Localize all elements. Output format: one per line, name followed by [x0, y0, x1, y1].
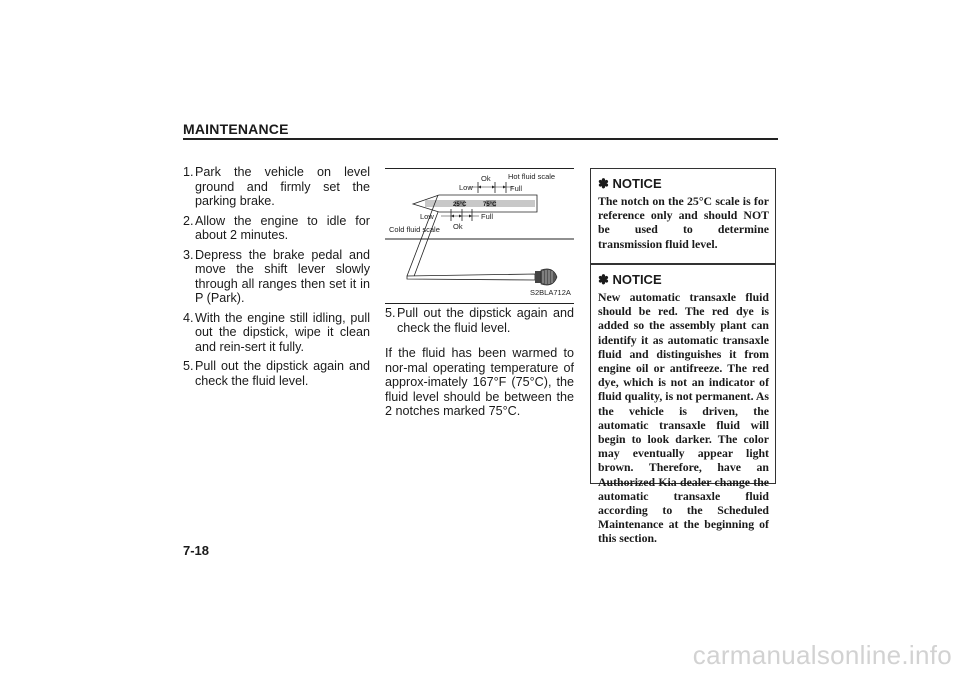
step-text: Allow the engine to idle for about 2 minutes.	[195, 213, 370, 242]
zoom-line-lower	[413, 212, 438, 279]
watermark-text: carmanualsonline.info	[692, 640, 952, 670]
cold-full-label: Full	[481, 212, 494, 221]
step-number: 3.	[183, 247, 194, 262]
step-number: 1.	[183, 165, 194, 179]
dipstick-illustration	[385, 169, 574, 303]
list-item	[183, 311, 370, 355]
cold-fluid-scale-label: Cold fluid scale	[389, 225, 440, 234]
step-number: 5.	[385, 306, 396, 320]
step-number: 4.	[183, 310, 194, 325]
step-text: Pull out the dipstick again and check the fluid level.	[397, 306, 574, 335]
cold-full-arrow	[469, 215, 472, 218]
step-text: With the engine still idling, pull out the dipstick, wipe it clean and rein-sert it fully.	[195, 310, 370, 354]
step-five	[385, 306, 574, 335]
steps-list	[183, 165, 370, 388]
list-item	[183, 165, 370, 209]
step-number: 2.	[183, 213, 194, 228]
dipstick-collar	[535, 271, 541, 283]
hot-low-label: Low	[459, 183, 473, 192]
mark-25-label: 25°C	[453, 202, 467, 208]
notice-body: The notch on the 25°C scale is for reference only and should NOT be used to determine transmission fluid level.	[598, 194, 769, 251]
mark-75-label: 75°C	[483, 202, 497, 208]
steps-column	[183, 165, 370, 393]
hot-full-arrow	[503, 186, 506, 189]
step-text: Depress the brake pedal and move the shift lever slowly through all ranges then set it in P (Park).	[195, 247, 370, 305]
notice-box-scale	[590, 168, 776, 264]
step-text: Park the vehicle on level ground and firmly set the parking brake.	[195, 165, 370, 208]
list-item	[183, 359, 370, 388]
step-number: 5.	[183, 359, 194, 373]
dipstick-shaded-band	[425, 200, 535, 207]
dipstick-shaft	[407, 274, 535, 280]
list-item	[183, 214, 370, 243]
notice-heading: ✽ NOTICE	[598, 272, 662, 287]
hot-ok-label: Ok	[481, 174, 491, 183]
header-divider	[183, 138, 778, 140]
hot-fluid-scale-label: Hot fluid scale	[508, 172, 556, 181]
list-item	[183, 248, 370, 306]
notice-body: New automatic transaxle fluid should be red. The red dye is added so the assembly plant can identify it as automatic transaxle fluid and distinguishes it from engine oil or antifreeze. The red dye, which is not an indicator of fluid quality, is not permanent. As the vehicle is driven, the automatic transaxle fluid will begin to look darker. The color may eventually appear light brown. Therefore, have an Authorized Kia dealer change the automatic transaxle fluid according to the Scheduled Maintenance at the beginning of this section.	[598, 290, 769, 546]
figure-code: S2BLA712A	[530, 288, 571, 297]
page-number: 7-18	[183, 543, 210, 558]
dipstick-figure	[385, 168, 574, 304]
notice-box-fluid-color	[590, 264, 776, 546]
hot-full-label: Full	[510, 184, 523, 193]
step-text: Pull out the dipstick again and check the fluid level.	[195, 359, 370, 388]
cold-ok-label: Ok	[453, 222, 463, 231]
notice-heading: ✽ NOTICE	[598, 176, 662, 191]
fluid-level-column	[385, 306, 574, 419]
cold-low-label: Low	[420, 212, 434, 221]
fluid-level-paragraph: If the fluid has been warmed to nor-mal operating temperature of approx-imately 167°F (75°C), the fluid level should be between the 2 notches marked 75°C.	[385, 346, 574, 418]
section-title: MAINTENANCE	[183, 121, 289, 137]
